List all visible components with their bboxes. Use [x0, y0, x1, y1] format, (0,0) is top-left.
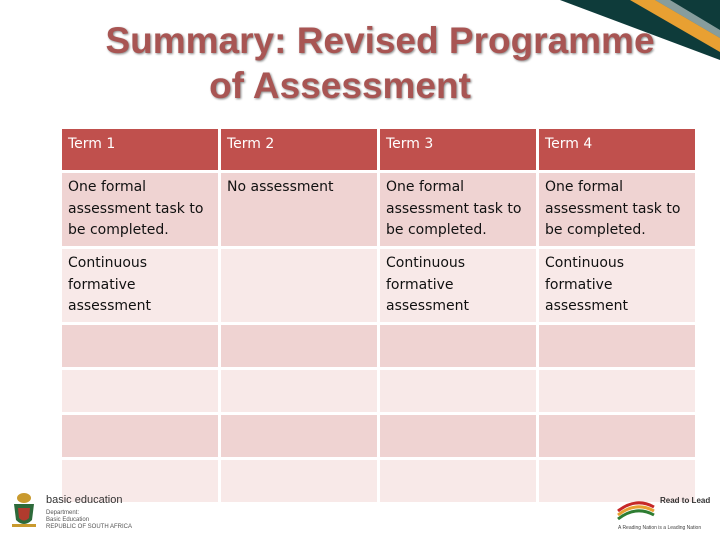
table-cell: One formal assessment task to be completed. [539, 173, 695, 246]
table-cell [380, 370, 536, 412]
table-cell: Continuous formative assessment [62, 249, 218, 322]
dept-line: REPUBLIC OF SOUTH AFRICA [46, 524, 133, 530]
table-cell [539, 370, 695, 412]
table-cell [380, 415, 536, 457]
header-term3: Term 3 [380, 129, 536, 170]
department-logo [8, 488, 158, 536]
table-cell [62, 415, 218, 457]
table-cell [221, 415, 377, 457]
slide-title-line1: Summary: Revised Programme [105, 20, 655, 61]
department-text [46, 510, 156, 531]
table-cell: One formal assessment task to be completed. [62, 173, 218, 246]
table-cell [221, 460, 377, 502]
assessment-table [59, 126, 698, 505]
table-cell [539, 325, 695, 367]
table-row [62, 325, 695, 367]
table-row [62, 249, 695, 322]
slide-title-line2: of Assessment [209, 65, 471, 106]
table-cell [539, 415, 695, 457]
table-cell: No assessment [221, 173, 377, 246]
header-term4: Term 4 [539, 129, 695, 170]
table-cell [221, 370, 377, 412]
coat-of-arms-icon [8, 490, 40, 530]
header-term2: Term 2 [221, 129, 377, 170]
dept-line: Department: [46, 510, 80, 516]
table-cell [62, 325, 218, 367]
read-to-lead-logo [608, 495, 718, 537]
table-row [62, 370, 695, 412]
org-name: basic education [46, 494, 123, 506]
slide-title [0, 18, 720, 108]
table-cell [221, 325, 377, 367]
read-to-lead-label: Read to Lead [660, 496, 711, 505]
table-row [62, 415, 695, 457]
dept-line: Basic Education [46, 517, 90, 523]
table-cell [380, 325, 536, 367]
table-cell: Continuous formative assessment [380, 249, 536, 322]
slogan-text: A Reading Nation is a Leading Nation [618, 525, 702, 531]
table-cell [380, 460, 536, 502]
table-row [62, 173, 695, 246]
table-cell [221, 249, 377, 322]
header-term1: Term 1 [62, 129, 218, 170]
table-cell: One formal assessment task to be completed. [380, 173, 536, 246]
table-cell: Continuous formative assessment [539, 249, 695, 322]
book-stripes-icon [616, 501, 656, 521]
table-header-row [62, 129, 695, 170]
table-cell [62, 370, 218, 412]
